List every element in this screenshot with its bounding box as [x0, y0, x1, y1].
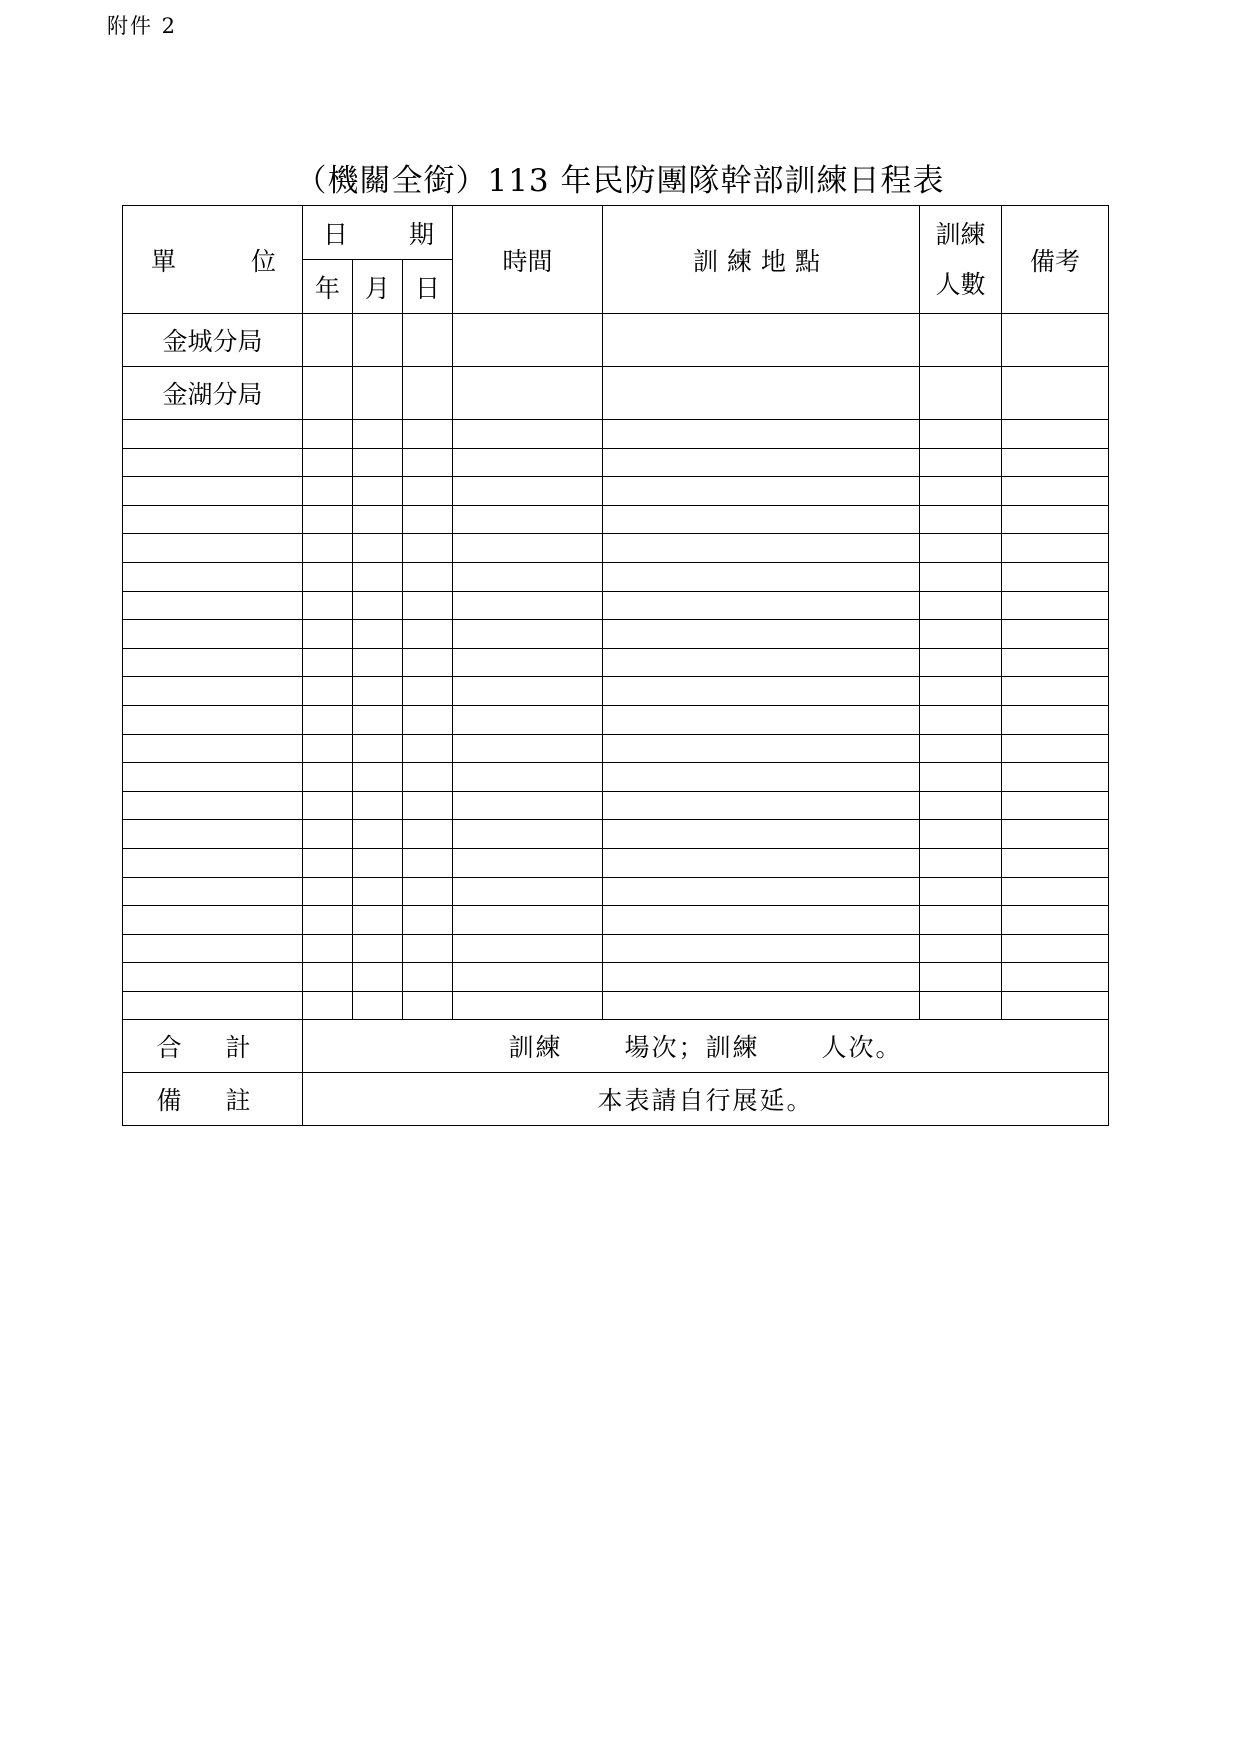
- count-cell[interactable]: [920, 591, 1002, 620]
- day-cell[interactable]: [403, 591, 453, 620]
- remarks-cell[interactable]: [1002, 367, 1109, 420]
- unit-header-left: 單: [151, 246, 177, 276]
- blank-row: [123, 648, 1109, 677]
- remarks-cell[interactable]: [1002, 991, 1109, 1020]
- count-cell[interactable]: [920, 367, 1002, 420]
- unit-cell[interactable]: [123, 534, 303, 563]
- day-cell[interactable]: [403, 648, 453, 677]
- blank-row: [123, 963, 1109, 992]
- total-row: [123, 1020, 1109, 1073]
- blank-row: [123, 420, 1109, 449]
- location-cell[interactable]: [603, 820, 920, 849]
- month-cell[interactable]: [353, 763, 403, 792]
- month-cell[interactable]: [353, 820, 403, 849]
- month-cell[interactable]: [353, 420, 403, 449]
- time-cell[interactable]: [453, 763, 603, 792]
- year-cell[interactable]: [303, 477, 353, 506]
- year-cell[interactable]: [303, 877, 353, 906]
- blank-row: [123, 734, 1109, 763]
- time-cell[interactable]: [453, 314, 603, 367]
- remarks-header: 備考: [1002, 206, 1109, 314]
- unit-cell[interactable]: [123, 562, 303, 591]
- day-cell[interactable]: [403, 791, 453, 820]
- remarks-cell[interactable]: [1002, 791, 1109, 820]
- total-label: 合 計: [123, 1020, 303, 1073]
- remarks-cell[interactable]: [1002, 877, 1109, 906]
- day-cell[interactable]: [403, 877, 453, 906]
- blank-row: [123, 906, 1109, 935]
- day-cell[interactable]: [403, 848, 453, 877]
- unit-cell[interactable]: [123, 620, 303, 649]
- month-cell[interactable]: [353, 677, 403, 706]
- blank-row: [123, 791, 1109, 820]
- year-cell[interactable]: [303, 734, 353, 763]
- location-cell[interactable]: [603, 991, 920, 1020]
- remarks-cell[interactable]: [1002, 477, 1109, 506]
- blank-row: [123, 848, 1109, 877]
- month-cell[interactable]: [353, 505, 403, 534]
- unit-cell[interactable]: [123, 591, 303, 620]
- count-header: [920, 206, 1002, 314]
- note-text: 本表請自行展延。: [303, 1073, 1109, 1126]
- year-cell[interactable]: [303, 791, 353, 820]
- time-cell[interactable]: [453, 820, 603, 849]
- month-cell[interactable]: [353, 367, 403, 420]
- blank-row: [123, 591, 1109, 620]
- location-cell[interactable]: [603, 791, 920, 820]
- count-cell[interactable]: [920, 505, 1002, 534]
- unit-cell[interactable]: [123, 934, 303, 963]
- day-cell[interactable]: [403, 820, 453, 849]
- month-cell[interactable]: [353, 562, 403, 591]
- time-cell[interactable]: [453, 534, 603, 563]
- unit-cell[interactable]: [123, 734, 303, 763]
- time-cell[interactable]: [453, 420, 603, 449]
- count-cell[interactable]: [920, 991, 1002, 1020]
- location-cell[interactable]: [603, 314, 920, 367]
- day-cell[interactable]: [403, 906, 453, 935]
- header-row-1: [123, 206, 1109, 260]
- day-cell[interactable]: [403, 562, 453, 591]
- location-cell[interactable]: [603, 677, 920, 706]
- count-cell[interactable]: [920, 477, 1002, 506]
- blank-row: [123, 562, 1109, 591]
- day-cell[interactable]: [403, 420, 453, 449]
- unit-header-right: 位: [250, 246, 276, 276]
- month-cell[interactable]: [353, 314, 403, 367]
- note-label: 備 註: [123, 1073, 303, 1126]
- blank-row: [123, 448, 1109, 477]
- total-text: [303, 1020, 1109, 1073]
- count-cell[interactable]: [920, 763, 1002, 792]
- blank-row: [123, 991, 1109, 1020]
- training-schedule-table: [122, 205, 1109, 1126]
- year-cell[interactable]: [303, 648, 353, 677]
- unit-cell[interactable]: [123, 877, 303, 906]
- date-header-right: 期: [409, 219, 435, 249]
- count-cell[interactable]: [920, 562, 1002, 591]
- location-cell[interactable]: [603, 505, 920, 534]
- blank-row: [123, 877, 1109, 906]
- time-cell[interactable]: [453, 877, 603, 906]
- blank-row: [123, 505, 1109, 534]
- month-cell[interactable]: [353, 591, 403, 620]
- time-cell[interactable]: [453, 991, 603, 1020]
- month-cell[interactable]: [353, 934, 403, 963]
- count-header-line1: 訓練: [935, 219, 986, 249]
- time-cell[interactable]: [453, 562, 603, 591]
- month-cell[interactable]: [353, 448, 403, 477]
- count-cell[interactable]: [920, 420, 1002, 449]
- unit-cell[interactable]: [123, 791, 303, 820]
- remarks-cell[interactable]: [1002, 763, 1109, 792]
- total-part1: 訓練: [508, 1033, 563, 1063]
- month-cell[interactable]: [353, 848, 403, 877]
- unit-cell: 金城分局: [123, 314, 303, 367]
- location-cell[interactable]: [603, 477, 920, 506]
- location-cell[interactable]: [603, 591, 920, 620]
- unit-cell[interactable]: [123, 477, 303, 506]
- location-cell[interactable]: [603, 620, 920, 649]
- year-cell[interactable]: [303, 591, 353, 620]
- date-header: [303, 206, 453, 260]
- unit-cell[interactable]: [123, 991, 303, 1020]
- month-cell[interactable]: [353, 906, 403, 935]
- count-cell[interactable]: [920, 877, 1002, 906]
- unit-cell[interactable]: [123, 820, 303, 849]
- day-cell[interactable]: [403, 534, 453, 563]
- year-cell[interactable]: [303, 562, 353, 591]
- month-cell[interactable]: [353, 791, 403, 820]
- blank-row: [123, 477, 1109, 506]
- time-cell[interactable]: [453, 448, 603, 477]
- count-cell[interactable]: [920, 906, 1002, 935]
- month-header: 月: [353, 260, 403, 314]
- month-cell[interactable]: [353, 534, 403, 563]
- unit-cell[interactable]: [123, 906, 303, 935]
- location-cell[interactable]: [603, 534, 920, 563]
- remarks-cell[interactable]: [1002, 420, 1109, 449]
- day-header: 日: [403, 260, 453, 314]
- day-cell[interactable]: [403, 505, 453, 534]
- remarks-cell[interactable]: [1002, 677, 1109, 706]
- count-cell[interactable]: [920, 963, 1002, 992]
- unit-cell[interactable]: [123, 705, 303, 734]
- day-cell[interactable]: [403, 934, 453, 963]
- remarks-cell[interactable]: [1002, 963, 1109, 992]
- year-cell[interactable]: [303, 505, 353, 534]
- year-cell[interactable]: [303, 763, 353, 792]
- month-cell[interactable]: [353, 734, 403, 763]
- remarks-cell[interactable]: [1002, 620, 1109, 649]
- unit-cell[interactable]: [123, 963, 303, 992]
- day-cell[interactable]: [403, 734, 453, 763]
- unit-cell[interactable]: [123, 848, 303, 877]
- year-cell[interactable]: [303, 934, 353, 963]
- unit-row-1: [123, 314, 1109, 367]
- month-cell[interactable]: [353, 620, 403, 649]
- unit-cell[interactable]: [123, 763, 303, 792]
- count-cell[interactable]: [920, 791, 1002, 820]
- remarks-cell[interactable]: [1002, 648, 1109, 677]
- blank-row: [123, 820, 1109, 849]
- location-cell[interactable]: [603, 848, 920, 877]
- total-part3: 人次。: [821, 1033, 903, 1063]
- location-cell[interactable]: [603, 367, 920, 420]
- day-cell[interactable]: [403, 448, 453, 477]
- day-cell[interactable]: [403, 677, 453, 706]
- time-cell[interactable]: [453, 791, 603, 820]
- blank-row: [123, 705, 1109, 734]
- note-row: [123, 1073, 1109, 1126]
- page-title: （機關全銜）113 年民防團隊幹部訓練日程表: [295, 163, 945, 199]
- blank-row: [123, 534, 1109, 563]
- year-cell[interactable]: [303, 420, 353, 449]
- time-header: 時間: [453, 206, 603, 314]
- unit-cell[interactable]: [123, 648, 303, 677]
- location-cell[interactable]: [603, 906, 920, 935]
- month-cell[interactable]: [353, 705, 403, 734]
- year-cell[interactable]: [303, 677, 353, 706]
- time-cell[interactable]: [453, 620, 603, 649]
- month-cell[interactable]: [353, 648, 403, 677]
- remarks-cell[interactable]: [1002, 906, 1109, 935]
- year-cell[interactable]: [303, 705, 353, 734]
- year-cell[interactable]: [303, 820, 353, 849]
- day-cell[interactable]: [403, 763, 453, 792]
- day-cell[interactable]: [403, 991, 453, 1020]
- time-cell[interactable]: [453, 734, 603, 763]
- count-cell[interactable]: [920, 705, 1002, 734]
- year-cell[interactable]: [303, 620, 353, 649]
- location-cell[interactable]: [603, 648, 920, 677]
- count-cell[interactable]: [920, 448, 1002, 477]
- location-cell[interactable]: [603, 448, 920, 477]
- month-cell[interactable]: [353, 963, 403, 992]
- count-cell[interactable]: [920, 734, 1002, 763]
- count-cell[interactable]: [920, 848, 1002, 877]
- month-cell[interactable]: [353, 477, 403, 506]
- blank-row: [123, 677, 1109, 706]
- month-cell[interactable]: [353, 877, 403, 906]
- year-header: 年: [303, 260, 353, 314]
- day-cell[interactable]: [403, 367, 453, 420]
- remarks-cell[interactable]: [1002, 505, 1109, 534]
- count-cell[interactable]: [920, 934, 1002, 963]
- year-cell[interactable]: [303, 848, 353, 877]
- year-cell[interactable]: [303, 367, 353, 420]
- time-cell[interactable]: [453, 505, 603, 534]
- attachment-label: 附件 2: [107, 14, 178, 38]
- time-cell[interactable]: [453, 677, 603, 706]
- time-cell[interactable]: [453, 934, 603, 963]
- month-cell[interactable]: [353, 991, 403, 1020]
- location-cell[interactable]: [603, 763, 920, 792]
- unit-cell[interactable]: [123, 505, 303, 534]
- year-cell[interactable]: [303, 534, 353, 563]
- location-cell[interactable]: [603, 420, 920, 449]
- count-header-line2: 人數: [935, 269, 986, 299]
- location-cell[interactable]: [603, 877, 920, 906]
- count-cell[interactable]: [920, 677, 1002, 706]
- remarks-cell[interactable]: [1002, 934, 1109, 963]
- day-cell[interactable]: [403, 963, 453, 992]
- location-header: 訓練地點: [603, 206, 920, 314]
- time-cell[interactable]: [453, 367, 603, 420]
- unit-cell[interactable]: [123, 448, 303, 477]
- time-cell[interactable]: [453, 648, 603, 677]
- count-cell[interactable]: [920, 620, 1002, 649]
- count-cell[interactable]: [920, 820, 1002, 849]
- unit-cell[interactable]: [123, 677, 303, 706]
- year-cell[interactable]: [303, 906, 353, 935]
- time-cell[interactable]: [453, 477, 603, 506]
- location-cell[interactable]: [603, 934, 920, 963]
- time-cell[interactable]: [453, 963, 603, 992]
- unit-cell[interactable]: [123, 420, 303, 449]
- date-header-left: 日: [323, 219, 349, 249]
- blank-row: [123, 763, 1109, 792]
- day-cell[interactable]: [403, 620, 453, 649]
- remarks-cell[interactable]: [1002, 314, 1109, 367]
- time-cell[interactable]: [453, 705, 603, 734]
- year-cell[interactable]: [303, 314, 353, 367]
- remarks-cell[interactable]: [1002, 705, 1109, 734]
- location-cell[interactable]: [603, 734, 920, 763]
- day-cell[interactable]: [403, 705, 453, 734]
- remarks-cell[interactable]: [1002, 534, 1109, 563]
- time-cell[interactable]: [453, 848, 603, 877]
- total-part2: 場次；訓練: [624, 1033, 760, 1063]
- remarks-cell[interactable]: [1002, 591, 1109, 620]
- count-cell[interactable]: [920, 314, 1002, 367]
- year-cell[interactable]: [303, 448, 353, 477]
- remarks-cell[interactable]: [1002, 734, 1109, 763]
- location-cell[interactable]: [603, 562, 920, 591]
- remarks-cell[interactable]: [1002, 562, 1109, 591]
- time-cell[interactable]: [453, 906, 603, 935]
- location-cell[interactable]: [603, 705, 920, 734]
- location-cell[interactable]: [603, 963, 920, 992]
- year-cell[interactable]: [303, 963, 353, 992]
- time-cell[interactable]: [453, 591, 603, 620]
- blank-row: [123, 934, 1109, 963]
- count-cell[interactable]: [920, 534, 1002, 563]
- unit-row-2: [123, 367, 1109, 420]
- count-cell[interactable]: [920, 648, 1002, 677]
- remarks-cell[interactable]: [1002, 848, 1109, 877]
- day-cell[interactable]: [403, 314, 453, 367]
- remarks-cell[interactable]: [1002, 448, 1109, 477]
- remarks-cell[interactable]: [1002, 820, 1109, 849]
- year-cell[interactable]: [303, 991, 353, 1020]
- blank-row: [123, 620, 1109, 649]
- unit-cell: 金湖分局: [123, 367, 303, 420]
- day-cell[interactable]: [403, 477, 453, 506]
- unit-header: [123, 206, 303, 314]
